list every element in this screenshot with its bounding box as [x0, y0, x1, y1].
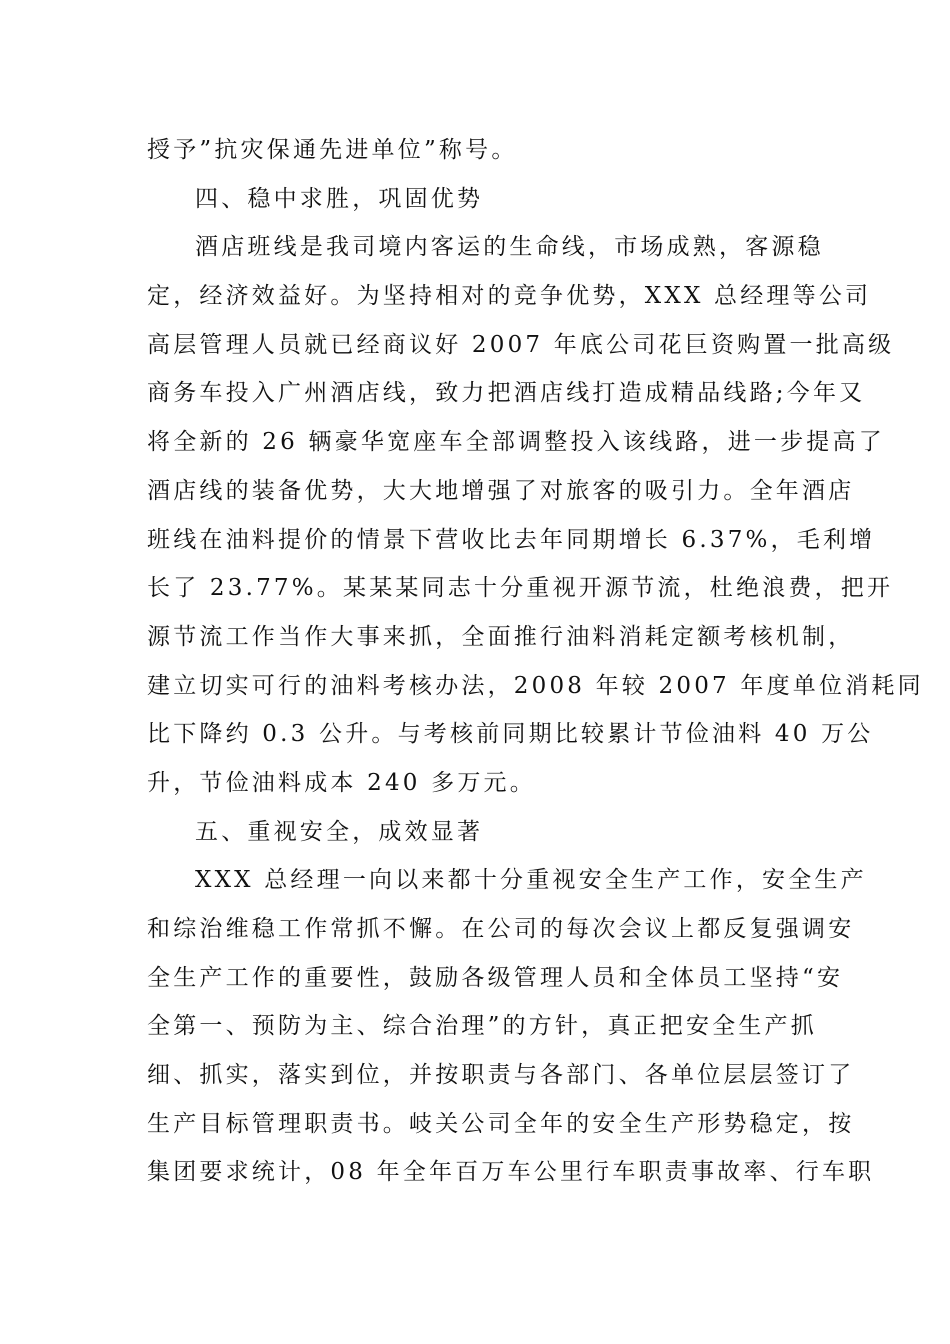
text-line: 比下降约 0.3 公升。与考核前同期比较累计节俭油料 40 万公 [147, 721, 874, 748]
text-line: 酒店线的装备优势，大大地增强了对旅客的吸引力。全年酒店 [147, 477, 855, 504]
text-line: 升，节俭油料成本 240 多万元。 [147, 769, 536, 796]
text-line: 建立切实可行的油料考核办法，2008 年较 2007 年度单位消耗同 [147, 672, 924, 699]
text-line: 全第一、预防为主、综合治理”的方针，真正把安全生产抓 [147, 1013, 817, 1040]
text-line: 高层管理人员就已经商议好 2007 年底公司花巨资购置一批高级 [147, 331, 895, 358]
text-line: 班线在油料提价的情景下营收比去年同期增长 6.37%，毛利增 [147, 526, 876, 553]
text-line: 定，经济效益好。为坚持相对的竞争优势，XXX 总经理等公司 [147, 283, 872, 310]
text-line: 源节流工作当作大事来抓，全面推行油料消耗定额考核机制， [147, 623, 855, 650]
paragraph-first-line: 酒店班线是我司境内客运的生命线，市场成熟，客源稳 [195, 234, 824, 261]
text-line: 全生产工作的重要性，鼓励各级管理人员和全体员工坚持“安 [147, 964, 844, 991]
text-line: 商务车投入广州酒店线，致力把酒店线打造成精品线路;今年又 [147, 380, 866, 407]
section-heading-5: 五、重视安全，成效显著 [195, 818, 484, 845]
text-line: 将全新的 26 辆豪华宽座车全部调整投入该线路，进一步提高了 [147, 429, 885, 456]
text-line: 和综治维稳工作常抓不懈。在公司的每次会议上都反复强调安 [147, 916, 855, 942]
body-text [147, 126, 924, 1197]
text-line: 长了 23.77%。某某某同志十分重视开源节流，杜绝浪费，把开 [147, 575, 894, 602]
paragraph-first-line: XXX 总经理一向以来都十分重视安全生产工作，安全生产 [195, 867, 867, 894]
text-line: 细、抓实，落实到位，并按职责与各部门、各单位层层签订了 [147, 1062, 855, 1089]
text-line: 授予”抗灾保通先进单位”称号。 [147, 137, 518, 163]
text-line: 集团要求统计，08 年全年百万车公里行车职责事故率、行车职 [147, 1159, 875, 1186]
text-line: 生产目标管理职责书。岐关公司全年的安全生产形势稳定，按 [147, 1110, 855, 1137]
section-heading-4: 四、稳中求胜，巩固优势 [195, 185, 484, 212]
